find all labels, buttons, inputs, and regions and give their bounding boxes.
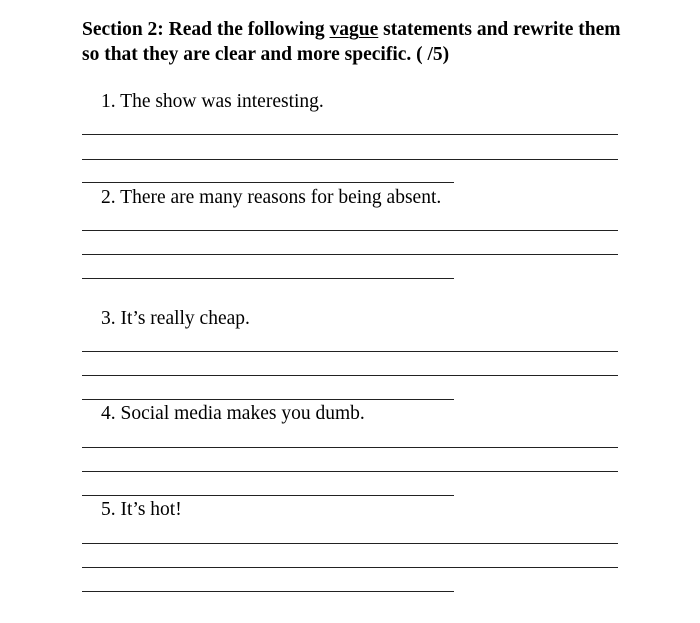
question-number: 3. [101, 308, 116, 329]
answer-line[interactable] [82, 447, 618, 448]
answer-line[interactable] [82, 278, 454, 279]
question-number: 2. [101, 187, 116, 208]
answer-line[interactable] [82, 351, 618, 352]
answer-line[interactable] [82, 159, 618, 160]
question-number: 4. [101, 403, 116, 424]
answer-line[interactable] [82, 182, 454, 183]
question-number: 1. [101, 91, 116, 112]
heading-emphasis-word: vague [329, 19, 379, 40]
heading-suffix: statements and rewrite them so that they are clear and more specific. ( /5) [82, 19, 621, 65]
answer-line[interactable] [82, 134, 618, 135]
answer-line[interactable] [82, 254, 618, 255]
answer-line[interactable] [82, 375, 618, 376]
question-text: It’s really cheap. [120, 308, 250, 329]
question-text: Social media makes you dumb. [120, 403, 365, 424]
question-number: 5. [101, 499, 116, 520]
question-text: The show was interesting. [120, 91, 324, 112]
question-text: There are many reasons for being absent. [120, 187, 442, 208]
question-2 [101, 187, 441, 209]
question-3 [101, 308, 250, 330]
answer-line[interactable] [82, 495, 454, 496]
question-4 [101, 403, 365, 425]
answer-line[interactable] [82, 567, 618, 568]
answer-line[interactable] [82, 543, 618, 544]
answer-line[interactable] [82, 471, 618, 472]
answer-line[interactable] [82, 591, 454, 592]
question-text: It’s hot! [120, 499, 182, 520]
question-5 [101, 499, 182, 521]
answer-line[interactable] [82, 399, 454, 400]
section-heading [82, 17, 642, 67]
question-1 [101, 91, 324, 113]
heading-prefix: Section 2: Read the following [82, 19, 330, 40]
answer-line[interactable] [82, 230, 618, 231]
